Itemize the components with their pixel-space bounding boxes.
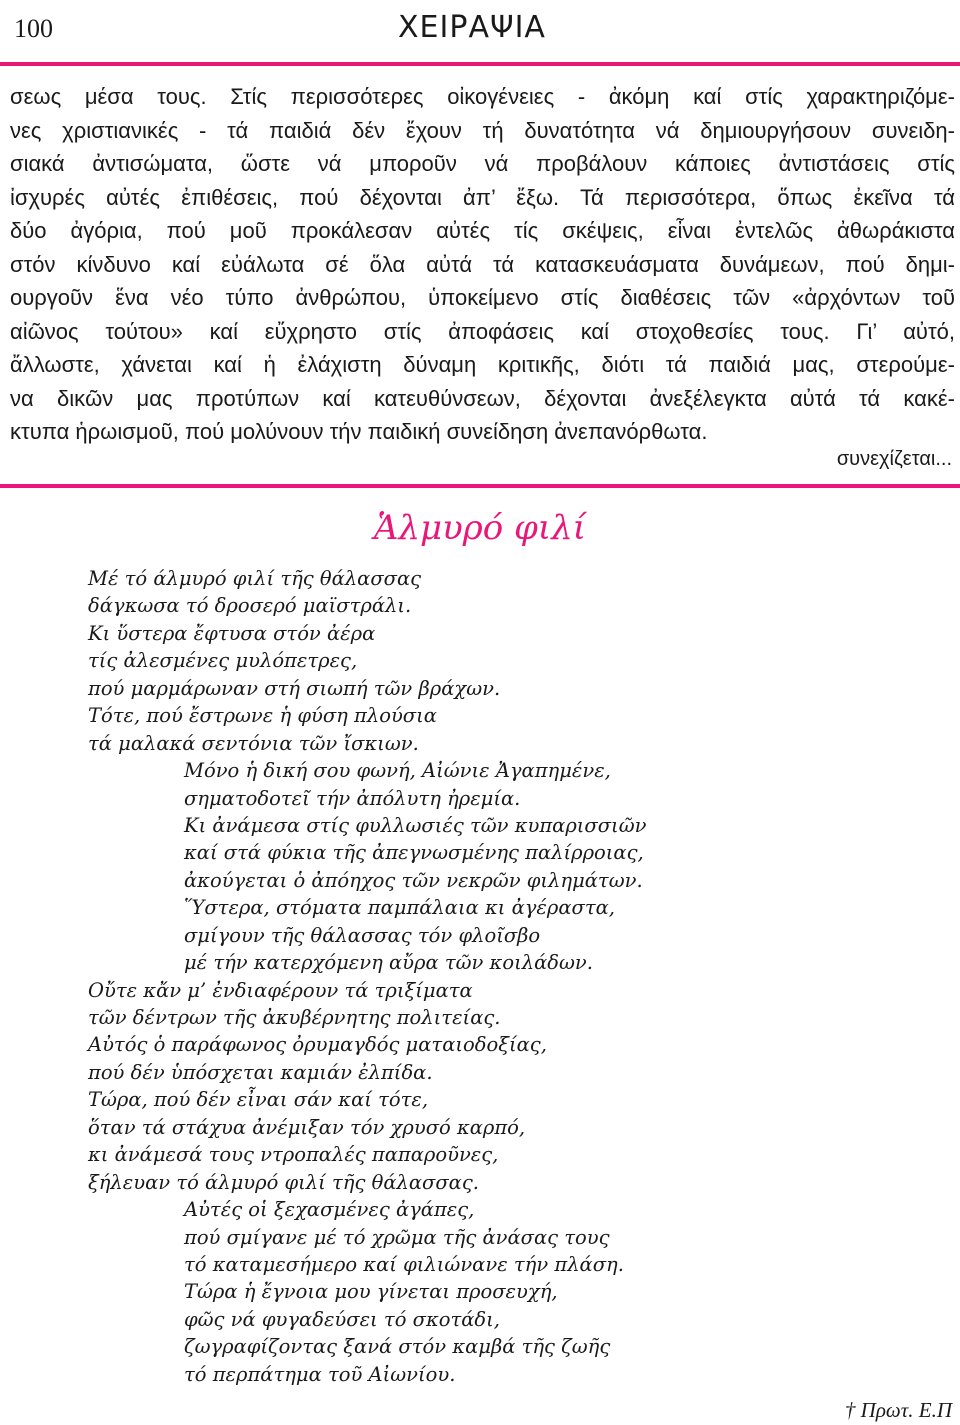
prose-line: αἰῶνος τούτου» καί εὔχρηστο στίς ἀποφάσεις καί στοχοθεσίες τους. Γι’ αὐτό, xyxy=(10,318,955,344)
poem-line: ἀκούγεται ὁ ἀπόηχος τῶν νεκρῶν φιλημάτων. xyxy=(184,868,643,892)
poem-line: Κι ἀνάμεσα στίς φυλλωσιές τῶν κυπαρισσιῶν xyxy=(184,813,647,837)
prose-line: νες χριστιανικές - τά παιδιά δέν ἔχουν τή δυνατότητα νά δημιουργήσουν συνειδη- xyxy=(10,117,955,143)
poem-line: Τότε, πού ἔστρωνε ἡ φύση πλούσια xyxy=(88,704,437,728)
poem-line: πού δέν ὑπόσχεται καμιάν ἐλπίδα. xyxy=(88,1060,433,1084)
poem-line: κι ἀνάμεσά τους ντροπαλές παπαροῦνες, xyxy=(88,1143,499,1167)
poem-line: τό καταμεσήμερο καί φιλιώνανε τήν πλάση. xyxy=(184,1252,624,1276)
poem-body xyxy=(88,565,646,1388)
signature: † Πρωτ. Ε.Π xyxy=(844,1398,952,1422)
prose-line: ἄλλωστε, χάνεται καί ἡ ἐλάχιστη δύναμη κριτικῆς, διότι τά παιδιά μας, στερούμε- xyxy=(10,352,955,377)
continued-note: συνεχίζεται... xyxy=(836,448,952,470)
poem-line: Τώρα, πού δέν εἶναι σάν καί τότε, xyxy=(88,1088,429,1112)
poem-line: Τώρα ἡ ἔγνοια μου γίνεται προσευχή, xyxy=(184,1280,558,1304)
poem-line: Κι ὕστερα ἔφτυσα στόν ἀέρα xyxy=(88,621,376,645)
poem-line: φῶς νά φυγαδεύσει τό σκοτάδι, xyxy=(184,1307,501,1331)
poem-line: δάγκωσα τό δροσερό μαϊστράλι. xyxy=(88,594,412,618)
poem-line: σμίγουν τῆς θάλασσας τόν φλοῖσβο xyxy=(184,923,541,947)
poem-line: Αὐτός ὁ παράφωνος ὀρυμαγδός ματαιοδοξίας, xyxy=(88,1033,547,1057)
poem-line: Οὔτε κἄν μ’ ἐνδιαφέρουν τά τριξίματα xyxy=(88,978,473,1002)
poem-line: καί στά φύκια τῆς ἀπεγνωσμένης παλίρροιας, xyxy=(184,841,644,865)
poem-line: ξήλευαν τό άλμυρό φιλί τῆς θάλασσας. xyxy=(88,1170,479,1194)
poem-line: Μόνο ἡ δική σου φωνή, Αἰώνιε Ἀγαπημένε, xyxy=(184,759,611,783)
poem-line: ζωγραφίζοντας ξανά στόν καμβά τῆς ζωῆς xyxy=(184,1335,611,1359)
poem-line: τό περπάτημα τοῦ Αἰωνίου. xyxy=(184,1362,456,1386)
prose-block xyxy=(10,80,955,449)
poem-line: σηματοδοτεῖ τήν ἀπόλυτη ἠρεμία. xyxy=(184,786,521,810)
prose-line: στόν κίνδυνο καί εὐάλωτα σέ ὅλα αὐτά τά κατασκευάσματα δυνάμεων, πού δημι- xyxy=(10,251,955,277)
poem-line: μέ τήν κατερχόμενη αὔρα τῶν κοιλάδων. xyxy=(184,951,593,975)
prose-line: δύο ἀγόρια, πού μοῦ προκάλεσαν αὐτές τίς σκέψεις, εἶναι ἐντελῶς ἀθωράκιστα xyxy=(10,218,955,243)
section-divider xyxy=(0,484,960,488)
prose-line: να δικῶν μας προτύπων καί κατευθύνσεων, δέχονται ἀνεξέλεγκτα αὐτά τά κακέ- xyxy=(10,385,955,411)
poem-line: τῶν δέντρων τῆς ἀκυβέρνητης πολιτείας. xyxy=(88,1006,501,1029)
poem-title: Ἁλμυρό φιλί xyxy=(373,508,587,548)
prose-line: σιακά ἀντισώματα, ὥστε νά μποροῦν νά προβάλουν κάποιες ἀντιστάσεις στίς xyxy=(10,151,955,176)
poem-line: τά μαλακά σεντόνια τῶν ἴσκιων. xyxy=(88,731,419,755)
running-title: ΧΕΙΡΑΨΙΑ xyxy=(398,10,546,45)
poem-line: Μέ τό άλμυρό φιλί τῆς θάλασσας xyxy=(88,567,422,590)
poem-line: τίς ἀλεσμένες μυλόπετρες, xyxy=(88,649,358,673)
page-number: 100 xyxy=(14,14,53,43)
poem-line: πού μαρμάρωναν στή σιωπή τῶν βράχων. xyxy=(88,676,501,700)
poem-line: Ὕστερα, στόματα παμπάλαια κι ἀγέραστα, xyxy=(184,896,615,920)
top-rule xyxy=(0,62,960,66)
poem-line: ὅταν τά στάχυα ἀνέμιξαν τόν χρυσό καρπό, xyxy=(88,1115,526,1139)
poem-line: Αὐτές οἱ ξεχασμένες ἀγάπες, xyxy=(184,1198,475,1222)
prose-line: σεως μέσα τους. Στίς περισσότερες οἰκογένειες - ἀκόμη καί στίς χαρακτηριζόμε- xyxy=(10,84,955,109)
prose-line: ουργοῦν ἕνα νέο τύπο ἀνθρώπου, ὑποκείμενο στίς διαθέσεις τῶν «ἀρχόντων τοῦ xyxy=(10,285,955,310)
prose-line: ἰσχυρές αὐτές ἐπιθέσεις, πού δέχονται ἀπ’ ἔξω. Τά περισσότερα, ὅπως ἐκεῖνα τά xyxy=(10,184,955,210)
prose-line: κτυπα ἡρωισμοῦ, πού μολύνουν τήν παιδική συνείδηση ἀνεπανόρθωτα. xyxy=(10,419,708,444)
poem-line: πού σμίγανε μέ τό χρῶμα τῆς ἀνάσας τους xyxy=(184,1225,610,1249)
